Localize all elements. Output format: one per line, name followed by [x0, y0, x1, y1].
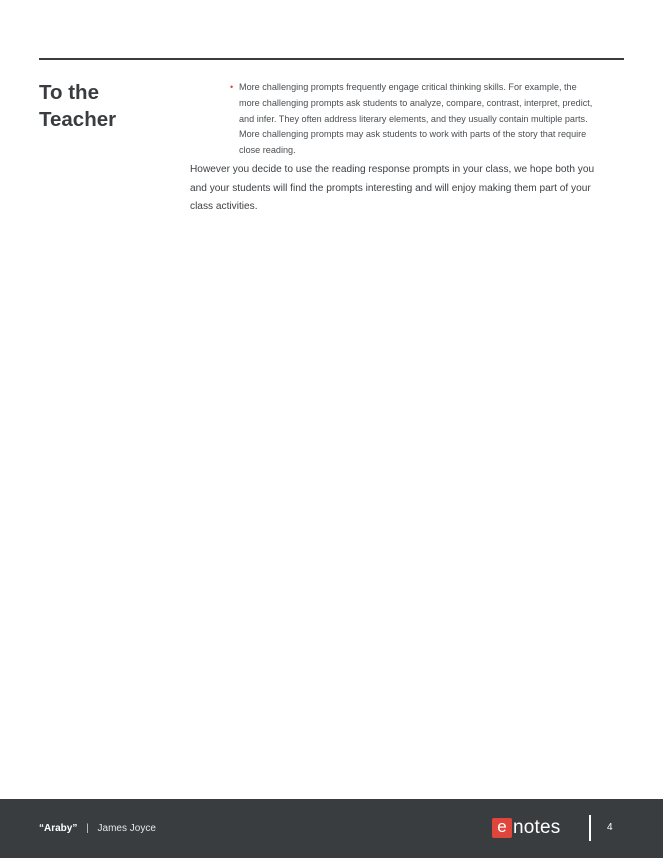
paragraph-line: However you decide to use the reading response prompts in your class, we hope both you	[190, 164, 595, 175]
enotes-logo-wordmark: notes	[513, 817, 561, 838]
footer-separator: |	[86, 823, 89, 834]
bullet-line: close reading.	[239, 145, 296, 156]
section-title-line-2: Teacher	[39, 108, 117, 131]
enotes-logo	[492, 817, 560, 839]
page-footer	[0, 799, 663, 858]
bullet-line: More challenging prompts frequently engage critical thinking skills. For example, the	[239, 82, 577, 92]
bullet-line: and infer. They often address literary elements, and they usually contain multiple parts.	[239, 113, 588, 124]
bullet-line: More challenging prompts may ask students to work with parts of the story that require	[239, 129, 587, 140]
footer-divider	[589, 815, 591, 841]
paragraph-line: class activities.	[190, 201, 258, 212]
enotes-logo-e-icon: e	[492, 818, 512, 838]
page-number: 4	[607, 822, 613, 833]
footer-work-title: “Araby”	[39, 823, 78, 834]
footer-citation	[39, 823, 156, 835]
section-title	[39, 79, 179, 133]
prompt-bullet-list	[229, 80, 624, 159]
section-title-line-1: To the	[39, 81, 99, 104]
bullet-icon: •	[230, 82, 234, 92]
bullet-line: more challenging prompts ask students to analyze, compare, contrast, interpret, predict,	[239, 97, 593, 108]
paragraph-line: and your students will find the prompts interesting and will enjoy making them part of your	[190, 182, 591, 194]
header-rule	[39, 58, 624, 60]
list-item	[229, 80, 624, 159]
closing-paragraph	[190, 161, 626, 217]
footer-author: James Joyce	[97, 823, 156, 834]
